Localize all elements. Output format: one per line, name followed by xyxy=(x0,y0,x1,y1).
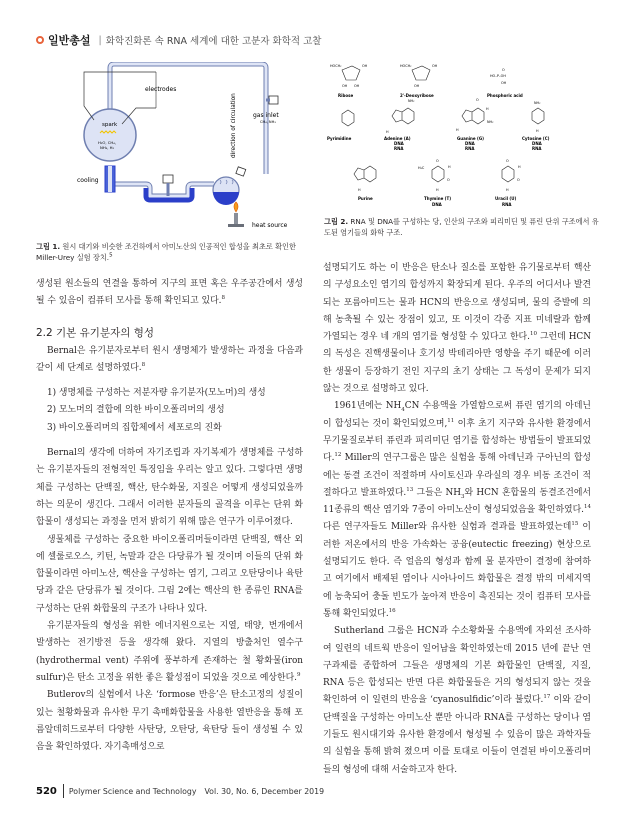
atom-label: H xyxy=(358,188,361,192)
paragraph: Bernal의 생각에 더하여 자기조립과 자기복제가 생명체를 구성하는 유기분자들의 전형적인 특징임을 우리는 알고 있다. 그렇다면 생명체를 구성하는 단백질, 핵산, 탄수화물, 지질은 어떻게 생성되었을까 하는 의문이 생긴다. 그래서 이러한 분자들의 골격을 이루는 단위 화합물이 생성되는 과정을 먼저 밝히기 위해 많은 연구가 이루어졌다. xyxy=(36,448,303,528)
svg-text:HO–P–OH: HO–P–OH xyxy=(490,74,506,78)
paragraph xyxy=(323,260,591,398)
page-number: 520 xyxy=(36,785,57,797)
paragraph-text: 설명되기도 하는 이 반응은 탄소나 질소를 포함한 유기물로부터 핵산의 구성요소인 염기의 합성까지 확장되게 된다. 우주의 어디서나 발견되는 포름아미드는 물과 HCN의 반응으로 생성되며, 물의 증발에 의해 농축될 수 있는 장점이 있고, 또 이것이 각종 지표 미네랄과 함께 가열되는 경우 네 개의 염기를 형성할 수 있다고 한다. xyxy=(323,263,591,343)
section-name: 일반총설 xyxy=(48,34,91,47)
structure-tag: RNA xyxy=(465,146,475,151)
reference-mark: 13 xyxy=(406,486,414,493)
reference-mark: 12 xyxy=(334,452,342,459)
header-separator: | xyxy=(98,34,102,46)
structure-ribose xyxy=(330,64,368,98)
structure-guanine xyxy=(456,98,494,151)
atom-label: H xyxy=(448,165,451,169)
reference-mark: 17 xyxy=(543,694,551,701)
structure-tag: RNA xyxy=(502,202,512,207)
structure-tag: RNA xyxy=(532,146,542,151)
atom-label: NH₂ xyxy=(408,99,415,103)
atom-label: O xyxy=(502,68,505,72)
atom-label: O xyxy=(517,178,520,182)
atom-label: NH₂ xyxy=(487,120,494,124)
label-gas-inlet: gas inlet xyxy=(253,112,279,119)
structure-cytosine xyxy=(522,101,550,151)
structure-name: Cytosine (C) xyxy=(522,136,550,141)
figure-1-caption-label: 그림 1. xyxy=(36,242,61,251)
reference-mark: 11 xyxy=(447,417,455,424)
structure-name: Phosphoric acid xyxy=(487,93,523,98)
atom-label: OH xyxy=(342,84,348,88)
section-bullet-icon xyxy=(36,36,44,44)
paragraph xyxy=(36,276,303,311)
flask-stopcock-icon xyxy=(236,167,246,176)
reference-mark: 15 xyxy=(571,521,579,528)
atom-label: OH xyxy=(362,64,368,68)
atom-label: H xyxy=(506,188,509,192)
atom-label: NH₂ xyxy=(534,101,541,105)
structure-tag: RNA xyxy=(394,146,404,151)
trap-stopcock-icon xyxy=(163,175,173,183)
structure-name: Thymine (T) xyxy=(424,196,452,201)
paragraph xyxy=(323,623,591,779)
structure-pyrimidine xyxy=(327,110,354,141)
label-electrodes: electrodes xyxy=(145,86,177,93)
journal-name: Polymer Science and Technology xyxy=(68,786,197,796)
paragraph-text: 와 HCN 혼합물의 동결조건에서 11종류의 핵산 염기와 7종이 아미노산이 형성되었음을 확인하였다. xyxy=(323,487,591,516)
structure-tag: DNA xyxy=(394,141,404,146)
subscript: 4 xyxy=(401,407,405,414)
paragraph xyxy=(36,343,303,378)
structure-purine xyxy=(354,166,376,201)
figure-2-chemical-structures xyxy=(322,60,608,220)
paragraph-text: 이러한 저온에서의 반응 가속화는 공융(eutectic freezing) 현상으로 설명되기도 한다. 즉 얼음의 형성과 함께 물 분자만이 결정에 참여하고 여기에서 배제된 염이나 시아나이드 화합물은 결정 밖의 미세지역에 농축되어 충돌 빈도가 높아져 반응이 촉진되는 것이 컴퓨터 모사를 통해 확인되었다. xyxy=(323,522,591,619)
atom-label: H xyxy=(386,130,389,134)
figure-2-caption-text: RNA 및 DNA를 구성하는 당, 인산의 구조와 피리미딘 및 퓨린 단위 구조에서 유도된 염기들의 화학 구조. xyxy=(324,217,599,237)
running-title: 화학진화론 속 RNA 세계에 대한 고분자 화학적 고찰 xyxy=(105,36,322,47)
figure-2-caption-label: 그림 2. xyxy=(324,217,349,226)
paragraph-text: 유기분자들의 형성을 위한 에너지원으로는 지열, 태양, 번개에서 발생하는 전기방전 등을 생각해 왔다. 지열의 방출처인 열수구(hydrothermal vent) 주위에 풍부하게 존재하는 철 황화물(iron sulfur)은 탄소 고정을 위한 좋은 활성점이 되었을 것으로 예상한다. xyxy=(36,621,303,683)
atom-label: H xyxy=(518,165,521,169)
atom-label: H xyxy=(456,128,459,132)
atom-label: O xyxy=(506,159,509,163)
paragraph xyxy=(36,618,303,687)
flame-icon xyxy=(234,202,238,212)
subscript: 3 xyxy=(461,493,465,500)
right-column xyxy=(323,260,591,779)
atom-label: HOCH₂ xyxy=(400,64,412,68)
label-gases-2: NH₃, H₂ xyxy=(100,145,115,150)
label-gases-1: H₂O, CH₄, xyxy=(98,140,117,145)
structure-deoxyribose xyxy=(400,64,438,98)
paragraph-text: 다른 연구자들도 Miller와 유사한 실험과 결과를 발표하였는데 xyxy=(323,522,572,533)
paragraph-text: 그들은 NH xyxy=(413,487,462,498)
paragraph-text: Miller의 연구그룹은 많은 실험을 통해 아데닌과 구아닌의 합성에는 동결 조건이 적절하며 사이토신과 우라실의 경우 비동 조건이 적절하다고 발표하였다. xyxy=(323,453,591,498)
paragraph-text: Sutherland 그룹은 HCN과 수소황화물 수용액에 자외선 조사하여 일련의 네트웍 반응이 일어남을 확인하였는데 2015 년에 끝난 연구과제를 종합하여 그들은 생명체의 기본 화합물인 단백질, 지질, RNA 등은 합성되는 반면 다른 화합물들은 거의 형성되지 않는 것을 확인하여 이 일련의 반응을 ‘cyanosulfidic’이라 불렀다. xyxy=(323,626,591,706)
page-footer xyxy=(36,784,324,798)
paragraph-text: 이와 같이 단백질을 구성하는 아미노산 뿐만 아니라 RNA를 구성하는 당이나 염기들도 원시대기와 유사한 환경에서 형성될 수 있음이 많은 과학자들의 실험을 통해 밝혀 졌으며 이를 토대로 이들이 연결된 바이오폴리머들의 형성에 대해 서술하고자 한다. xyxy=(323,695,591,775)
reference-mark: 10 xyxy=(529,331,537,338)
paragraph-text: 이후 초기 지구와 유사한 환경에서 무기물질로부터 퓨린과 피리미딘 염기를 합성하는 방법들이 발표되었다. xyxy=(323,418,591,464)
atom-label: H xyxy=(486,107,489,111)
reference-mark: 8 xyxy=(141,361,146,368)
atom-label: O xyxy=(476,98,479,102)
paragraph-text: Bernal은 유기분자로부터 원시 생명체가 발생하는 과정을 다음과 같이 세 단계로 설명하였다. xyxy=(36,345,303,373)
list-item: 2) 모노머의 결합에 의한 바이오폴리머의 생성 xyxy=(47,405,225,416)
atom-label: OH xyxy=(501,81,507,85)
atom-label: O xyxy=(436,159,439,163)
reference-mark: 9 xyxy=(296,671,301,678)
structure-name: Guanine (G) xyxy=(457,136,484,141)
structure-name: 2'-Deoxyribose xyxy=(400,93,434,98)
figure-2-caption xyxy=(324,216,604,238)
gas-inlet-valve-icon xyxy=(269,96,278,104)
structure-tag: DNA xyxy=(465,141,475,146)
structure-tag: DNA xyxy=(432,202,442,207)
structure-name: Adenine (A) xyxy=(384,136,411,141)
footer-divider xyxy=(63,784,64,798)
label-cooling: cooling xyxy=(77,177,99,184)
left-column xyxy=(36,276,303,756)
figure-1-caption-text: 원시 대기와 비슷한 조건하에서 아미노산의 인공적인 합성을 최초로 확인한 Miller-Urey 실험 장치. xyxy=(36,242,296,262)
section-heading: 2.2 기본 유기분자의 형성 xyxy=(36,326,154,339)
structure-name: Ribose xyxy=(338,93,354,98)
burner-icon xyxy=(234,213,238,225)
atom-label: H xyxy=(536,129,539,133)
paragraph-text: 그런데 HCN의 독성은 진핵생물이나 호기성 박테리아만 영향을 주기 때문에 이러한 생물이 등장하기 전인 지구의 초기 상태는 그 독성이 문제가 되지 않는 것으로 설명하고 있다. xyxy=(323,332,591,395)
paragraph: Butlerov의 실험에서 나온 ‘formose 반응’은 탄소고정의 성질이 있는 철황화물과 유사한 무기 촉매화합물을 사용한 열반응을 통해 포름알데히드로부터 다양한 사탄당, 오탄당, 육탄당 들이 생성될 수 있음을 확인하였다. 자기촉매성으로 xyxy=(36,690,303,753)
label-gas-inlet-sub: CH₄, NH₃ xyxy=(260,120,276,124)
paragraph xyxy=(323,398,591,623)
list-item: 1) 생명체를 구성하는 저분자량 유기분자(모노머)의 생성 xyxy=(47,388,266,399)
structure-name: Pyrimidine xyxy=(327,136,352,141)
structure-uracil xyxy=(495,159,521,207)
atom-label: HOCH₂ xyxy=(330,64,342,68)
figure-1-miller-urey-apparatus xyxy=(44,62,316,234)
paragraph-text: CN 수용액을 가열함으로써 퓨린 염기의 아데닌이 합성되는 것이 확인되었으며, xyxy=(323,401,591,429)
structure-tag: DNA xyxy=(532,141,542,146)
structure-adenine xyxy=(384,99,415,151)
running-header xyxy=(36,33,321,47)
paragraph: 생물체를 구성하는 중요한 바이오폴리머들이라면 단백질, 핵산 외에 셀룰로오스, 키틴, 녹말과 같은 다당류가 될 것이며 이들의 단위 화합물이라면 아미노산, 핵산을 구성하는 염기, 그리고 오탄당이나 육탄당과 같은 단당류가 될 것이다. 그림 2에는 핵산의 한 종류인 RNA를 구성하는 단위 화합물의 구조가 나타나 있다. xyxy=(36,534,303,614)
atom-label: OH xyxy=(354,84,360,88)
reference-mark: 8 xyxy=(221,295,225,302)
atom-label: H xyxy=(436,188,439,192)
list-item: 3) 바이오폴리머의 집합체에서 세포로의 진화 xyxy=(47,422,222,433)
atom-label: H₃C xyxy=(418,166,425,170)
label-spark: spark xyxy=(102,122,118,128)
reference-mark: 14 xyxy=(584,504,591,511)
reference-mark: 16 xyxy=(388,607,396,614)
atom-label: OH xyxy=(432,64,438,68)
label-direction: direction of circulation xyxy=(231,93,237,158)
journal-issue: Vol. 30, No. 6, December 2019 xyxy=(204,786,325,796)
structure-phosphoric-acid xyxy=(487,68,523,98)
atom-label: OH xyxy=(414,84,420,88)
paragraph-text: 생성된 원소들의 연결을 통하여 지구의 표면 혹은 우주공간에서 생성될 수 있음이 컴퓨터 모사를 통해 확인되고 있다. xyxy=(36,279,303,307)
structure-thymine xyxy=(418,159,451,207)
atom-label: O xyxy=(447,178,450,182)
structure-name: Uracil (U) xyxy=(495,196,517,201)
reference-mark: 5 xyxy=(109,252,113,259)
figure-1-caption xyxy=(36,241,308,263)
glass-tubing xyxy=(110,64,266,174)
structure-name: Purine xyxy=(358,196,373,201)
label-heat-source: heat source xyxy=(252,222,288,229)
paragraph-text: 1961년에는 NH xyxy=(334,401,402,412)
